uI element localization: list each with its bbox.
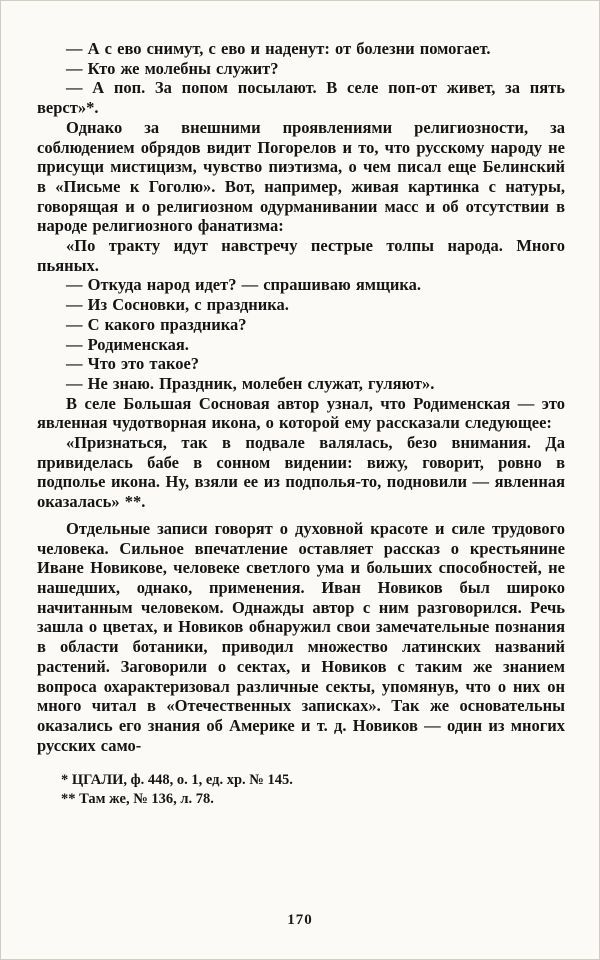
dialogue-line: — Из Сосновки, с праздника. — [66, 295, 289, 315]
dialogue-line: — С какого праздника? — [66, 314, 247, 334]
dialogue-line: — Кто же молебны служит? — [66, 58, 279, 78]
footnote: ** Там же, № 136, л. 78. — [61, 790, 214, 807]
dialogue-line: — Не знаю. Праздник, молебен служат, гуляют». — [66, 373, 435, 393]
page-number: 170 — [287, 912, 313, 928]
dialogue-line: — А с ево снимут, с ево и наденут: от болезни помогает. — [66, 39, 491, 58]
paragraph: Однако за внешними проявлениями религиозности, за соблюдением обрядов видит Погорелов и то, что русскому народу не присущи мистицизм, чувство пиэтизма, о чем писал еще Белинский в «Письме к Гоголю». Вот, например, живая картинка с натуры, говорящая и о религиозном одурманивании масс и об отсутствии в народе религиозного фанатизма: — [37, 117, 565, 236]
dialogue-line: — А поп. За попом посылают. В селе поп-от живет, за пять верст»*. — [37, 78, 565, 118]
dialogue-line: — Родименская. — [66, 334, 189, 354]
dialogue-line: — Что это такое? — [66, 354, 200, 374]
paragraph: В селе Большая Сосновая автор узнал, что Родименская — это явленная чудотворная икона, о которой ему рассказали следующее: — [37, 393, 565, 433]
paragraph: «Признаться, так в подвале валялась, безо внимания. Да привиделась бабе в сонном видении: вижу, говорит, ровно в подполье икона. Ну, взяли ее из подполья-то, подновили — явленная оказалась» **. — [37, 433, 565, 512]
paragraph: «По тракту идут навстречу пестрые толпы народа. Много пьяных. — [37, 236, 565, 275]
footnote: * ЦГАЛИ, ф. 448, о. 1, ед. хр. № 145. — [61, 772, 293, 789]
body-text — [37, 39, 565, 755]
dialogue-line: — Откуда народ идет? — спрашиваю ямщика. — [66, 275, 422, 295]
paragraph: Отдельные записи говорят о духовной красоте и силе трудового человека. Сильное впечатление оставляет рассказ о крестьянине Иване Новикове, человеке светлого ума и больших способностей, не нашедших, однако, применения. Иван Новиков был широко начитанным человеком. Однажды автор с ним разговорился. Речь зашла о цветах, и Новиков обнаружил свои замечательные познания в области ботаники, приводил множество латинских названий растений. Заговорили о сектах, и Новиков с таким же знанием вопроса охарактеризовал различные секты, упомянув, что о них он много читал в «Отечественных записках». Так же основательны оказались его знания об Америке и т. д. Новиков — один из многих русских само- — [37, 518, 565, 755]
footnotes — [37, 771, 565, 808]
